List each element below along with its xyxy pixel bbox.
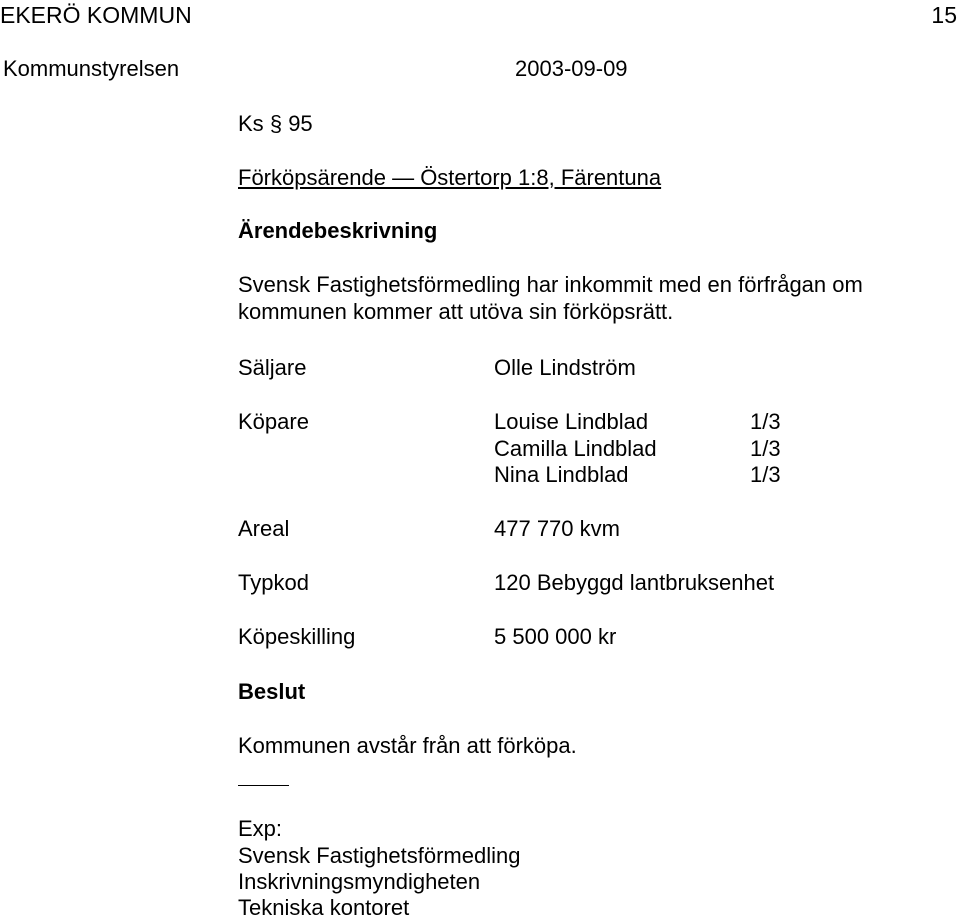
case-title: Förköpsärende — Östertorp 1:8, Färentuna (238, 165, 662, 190)
recipient: Svensk Fastighetsförmedling (238, 843, 521, 868)
board-name: Kommunstyrelsen (3, 56, 180, 81)
case-reference (238, 111, 313, 137)
price-label: Köpeskilling (238, 624, 356, 649)
buyer-name: Camilla Lindblad (494, 436, 657, 461)
price-value: 5 500 000 kr (494, 624, 617, 649)
buyer-label: Köpare (238, 409, 309, 434)
page-number: 15 (931, 2, 957, 28)
recipient: Tekniska kontoret (238, 895, 410, 920)
seller-label: Säljare (238, 355, 307, 380)
area-label: Areal (238, 516, 290, 541)
description-line-1: Svensk Fastighetsförmedling har inkommit med en förfrågan om (238, 272, 863, 297)
description-line-2: kommunen kommer att utöva sin förköpsrätt. (238, 299, 674, 324)
type-value: 120 Bebyggd lantbruksenhet (494, 570, 775, 595)
buyer-name: Louise Lindblad (494, 409, 649, 434)
area-value: 477 770 kvm (494, 516, 620, 541)
meeting-date: 2003-09-09 (515, 56, 628, 81)
description-heading: Ärendebeskrivning (238, 218, 438, 243)
signature-rule (238, 785, 289, 786)
type-label: Typkod (238, 570, 309, 595)
buyer-name: Nina Lindblad (494, 462, 629, 487)
recipient: Inskrivningsmyndigheten (238, 869, 481, 894)
buyer-share: 1/3 (750, 409, 781, 434)
section-symbol: § (269, 111, 283, 136)
decision-heading: Beslut (238, 679, 306, 704)
distribution-label: Exp: (238, 816, 283, 841)
case-ref-prefix: Ks (238, 111, 264, 136)
buyer-share: 1/3 (750, 462, 781, 487)
seller-name: Olle Lindström (494, 355, 636, 380)
buyer-share: 1/3 (750, 436, 781, 461)
case-ref-number: 95 (288, 111, 313, 136)
municipality-name: EKERÖ KOMMUN (0, 2, 192, 28)
decision-text: Kommunen avstår från att förköpa. (238, 733, 577, 758)
